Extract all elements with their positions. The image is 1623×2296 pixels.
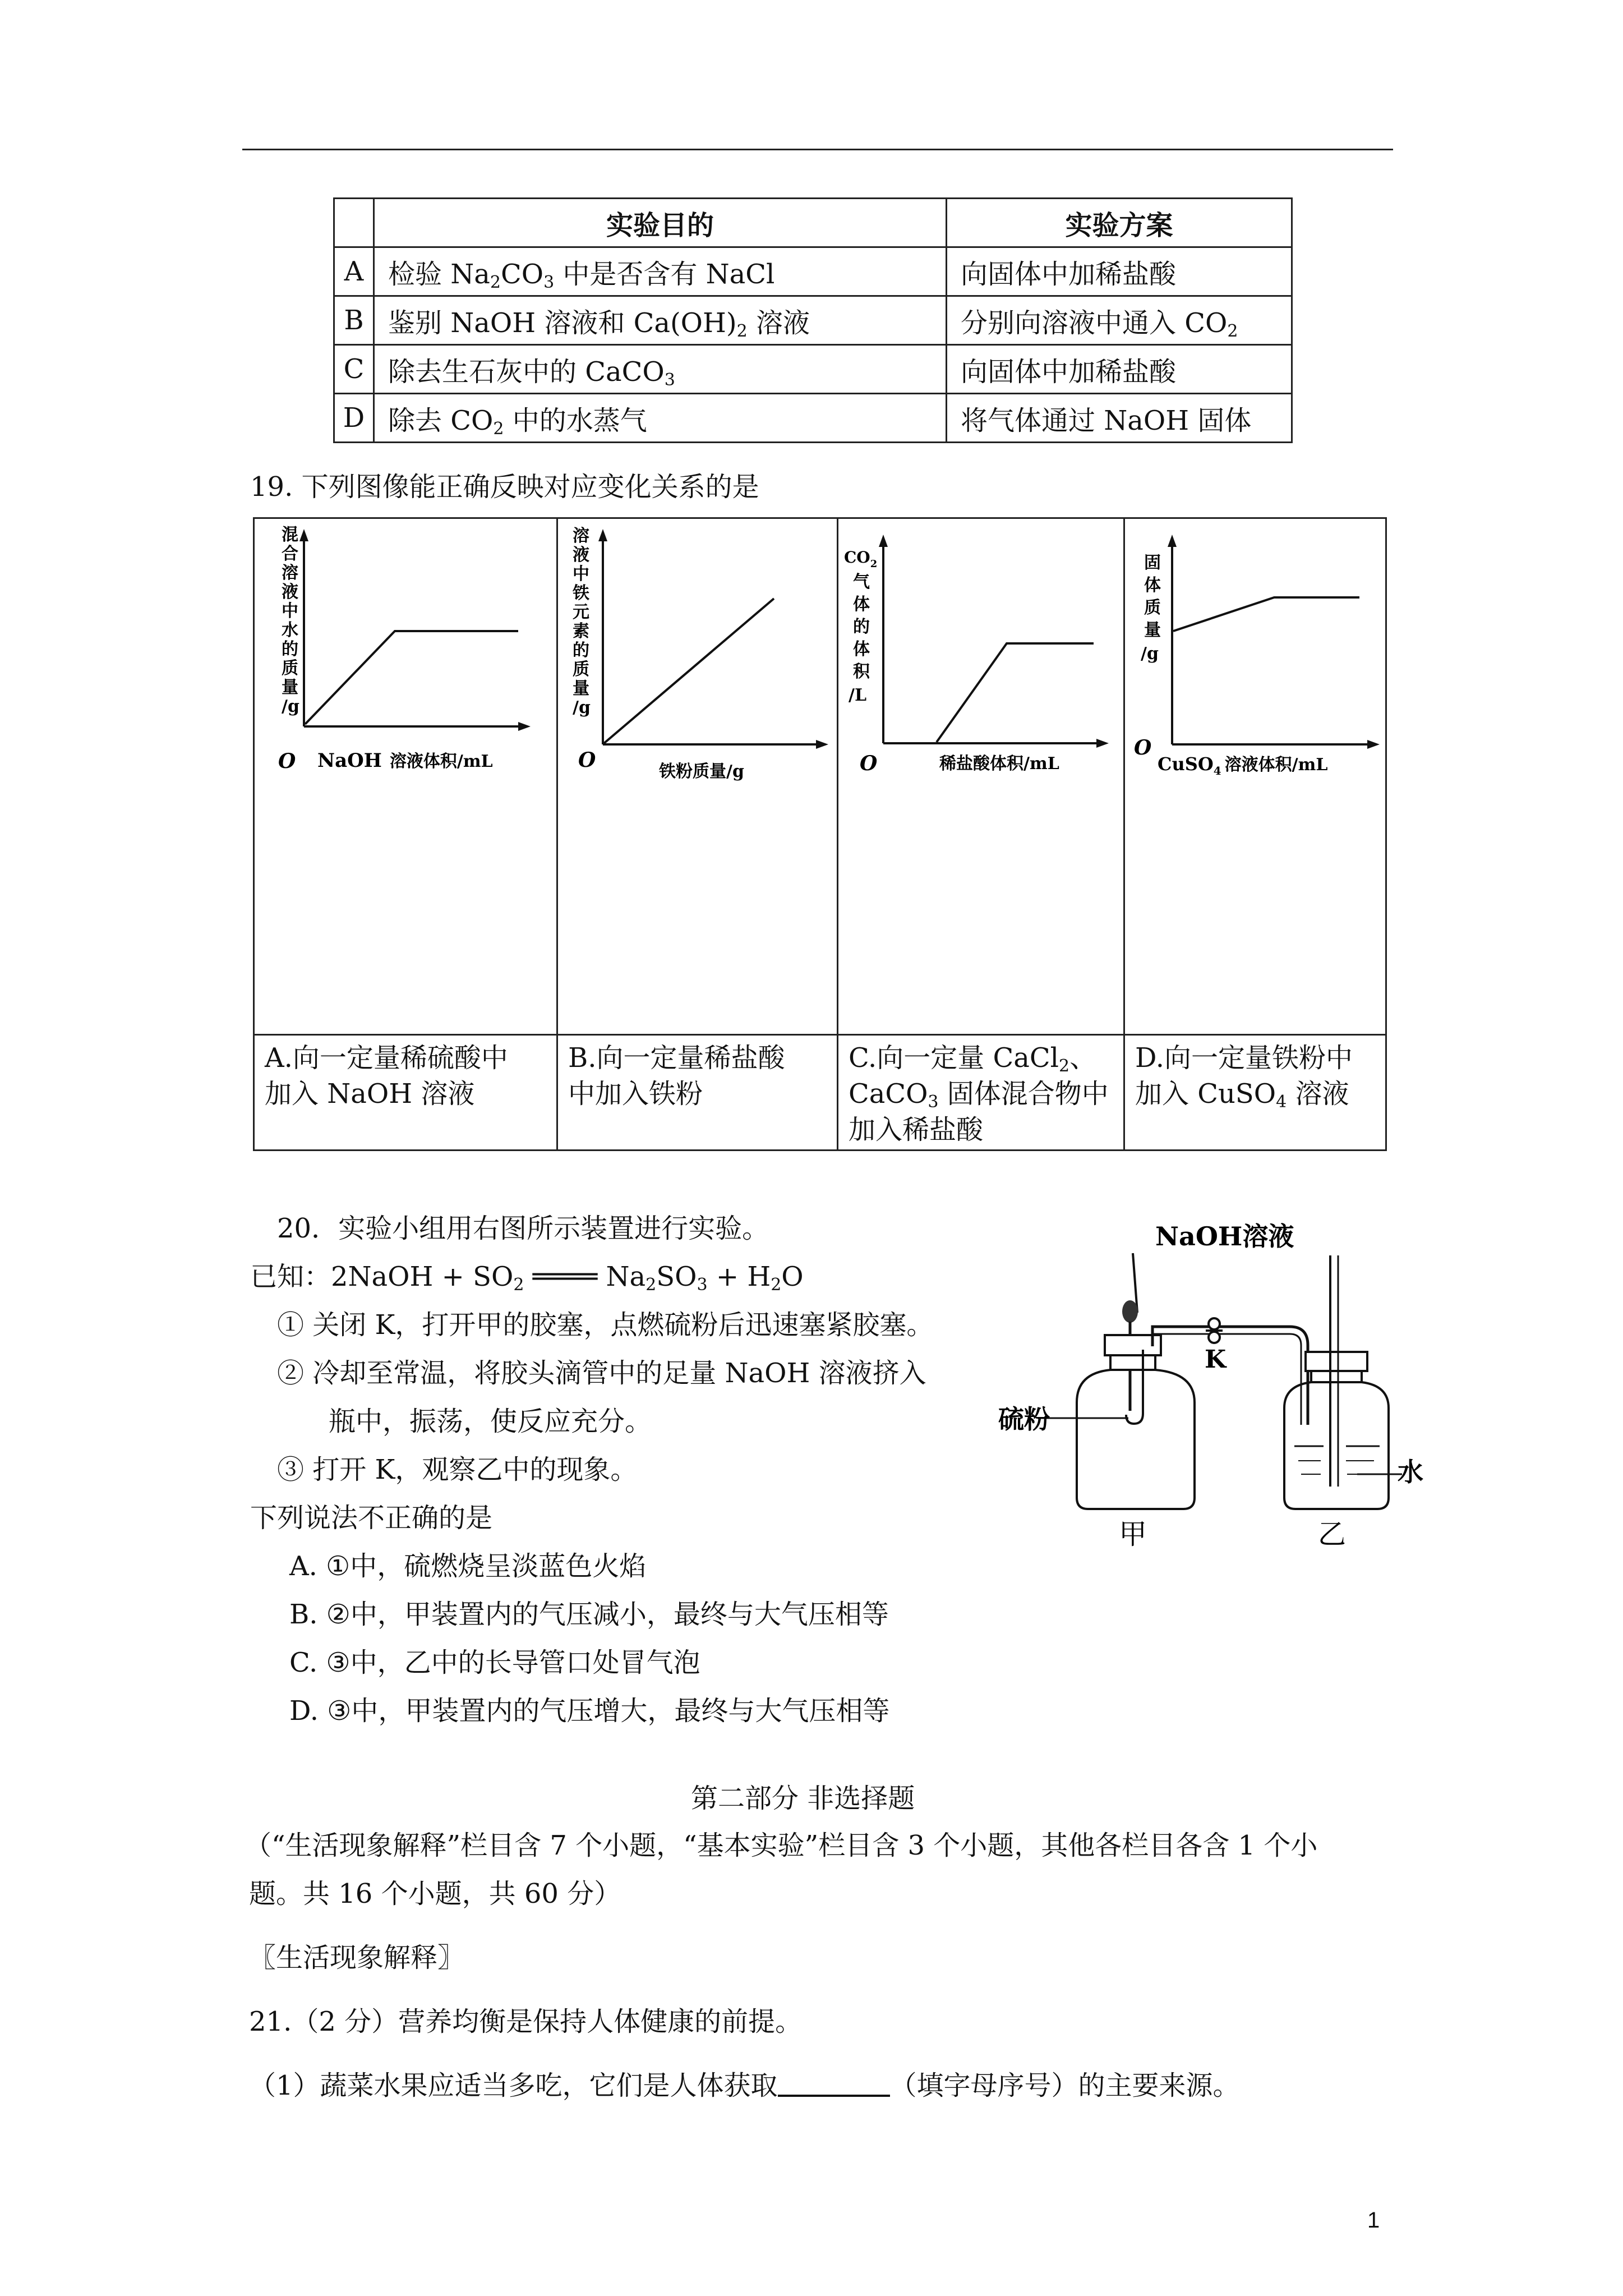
q20-step2b: 瓶中，振荡，使反应充分。 [329, 1406, 652, 1437]
row-label: D [334, 394, 374, 443]
graph-d-caption: D.向一定量铁粉中 加入 CuSO$_4$ 溶液 [1125, 1034, 1387, 1151]
q21-title: 21.（2 分）营养均衡是保持人体健康的前提。 [249, 2006, 803, 2037]
graph-c-caption: C.向一定量 CaCl$_2$、 CaCO$_3$ 固体混合物中 加入稀盐酸 [838, 1034, 1123, 1151]
graph-b-origin: O [578, 748, 596, 772]
answer-blank[interactable] [778, 2072, 890, 2097]
water-label: 水 [1398, 1457, 1423, 1487]
graph-a-y-arrow [299, 529, 308, 541]
jar-jia-label: 甲 [1119, 1518, 1147, 1550]
header-cell-label [334, 199, 374, 247]
jar-jia-neck [1110, 1355, 1155, 1370]
row-goal: 除去生石灰中的 CaCO$_3$ [374, 345, 947, 394]
header-cell-plan: 实验方案 [947, 199, 1292, 247]
graph-c-origin: O [860, 752, 878, 775]
sulfur-label: 硫粉 [998, 1404, 1050, 1434]
q20-step1: ① 关闭 K，打开甲的胶塞，点燃硫粉后迅速塞紧胶塞。 [277, 1309, 934, 1341]
apparatus-diagram [998, 1217, 1424, 1554]
table-row [334, 296, 1292, 345]
graph-c-x-arrow [1096, 739, 1109, 748]
graph-a-x-arrow [518, 722, 531, 731]
graph-b-xlabel: 铁粉质量/g [659, 762, 744, 781]
graph-b-ylabel: 溶液中铁元素的质量/g [573, 526, 591, 717]
graph-a-ylabel: 混合溶液中水的质量/g [282, 525, 299, 716]
q20-option-b: B. ②中，甲装置内的气压减小，最终与大气压相等 [289, 1599, 889, 1630]
row-label: C [334, 345, 374, 394]
part2-note-line2: 题。共 16 个小题，共 60 分） [249, 1878, 621, 1910]
graph-b [558, 519, 837, 1034]
graph-a-xlabel: NaOH 溶液体积/mL [317, 749, 493, 772]
table-row [334, 394, 1292, 443]
graph-c-ylabel-co2: $CO_2$ [844, 548, 878, 570]
q20-step2a: ② 冷却至常温，将胶头滴管中的足量 NaOH 溶液挤入 [277, 1358, 926, 1389]
q19-title: 19. 下列图像能正确反映对应变化关系的是 [250, 471, 759, 503]
q21-sub1: （1）蔬菜水果应适当多吃，它们是人体获取 （填字母序号）的主要来源。 [249, 2070, 1240, 2101]
jar-yi-neck [1311, 1371, 1362, 1382]
row-goal: 检验 $Na_2CO_3$ 中是否含有 NaCl [374, 247, 947, 296]
jar-yi-label: 乙 [1318, 1518, 1346, 1550]
connecting-tube-inner [1152, 1334, 1301, 1425]
table-header-row [334, 199, 1292, 247]
page-number: 1 [1367, 2208, 1380, 2233]
graph-d-y-arrow [1168, 535, 1177, 547]
jar-jia-body [1077, 1370, 1195, 1509]
q20-option-c: C. ③中，乙中的长导管口处冒气泡 [289, 1647, 700, 1678]
graph-a-origin: O [278, 749, 296, 773]
part2-note-line1: （“生活现象解释”栏目含 7 个小题，“基本实验”栏目含 3 个小题，其他各栏目各含 1 个小 [245, 1830, 1318, 1861]
graph-a-cell [255, 519, 558, 1151]
row-label: B [334, 296, 374, 345]
graph-b-curve [604, 599, 774, 743]
clamp-k-upper [1209, 1318, 1220, 1329]
graph-b-caption: B.向一定量稀盐酸 中加入铁粉 [558, 1034, 837, 1151]
row-label: A [334, 247, 374, 296]
q20-question: 下列说法不正确的是 [250, 1502, 493, 1534]
q20-option-d: D. ③中，甲装置内的气压增大，最终与大气压相等 [289, 1695, 890, 1727]
graph-d-origin: O [1134, 736, 1152, 760]
jar-yi-stopper [1306, 1352, 1367, 1371]
header-rule [242, 149, 1393, 150]
row-plan: 向固体中加稀盐酸 [947, 247, 1292, 296]
section-life-phenomena: 〖生活现象解释〗 [249, 1942, 465, 1973]
graph-a-caption: A.向一定量稀硫酸中 加入 NaOH 溶液 [255, 1034, 556, 1151]
dropper-bulb [1122, 1300, 1138, 1323]
q19-graph-grid [253, 517, 1387, 1151]
row-plan: 将气体通过 NaOH 固体 [947, 394, 1292, 443]
q20-step3: ③ 打开 K，观察乙中的现象。 [277, 1454, 638, 1485]
graph-c-curve [937, 643, 1094, 742]
graph-a [255, 519, 556, 1034]
graph-d-x-arrow [1367, 740, 1380, 749]
graph-c-cell [838, 519, 1125, 1151]
q20-known: 已知：2NaOH + $SO_2$ ════ $Na_2SO_3 + H_2O$ [250, 1261, 804, 1295]
graph-d-curve [1173, 597, 1359, 631]
graph-c-xlabel: 稀盐酸体积/mL [939, 754, 1059, 774]
table-row [334, 247, 1292, 296]
graph-d-xlabel: CuSO$_4$ 溶液体积/mL [1158, 753, 1328, 777]
q20-title: 20．实验小组用右图所示装置进行实验。 [277, 1213, 769, 1244]
graph-c-ylabel: 气体的体积/L [849, 572, 870, 705]
graph-a-curve [305, 631, 518, 724]
naoh-solution-label: NaOH溶液 [1155, 1221, 1294, 1251]
clamp-k-label: K [1205, 1345, 1227, 1374]
header-cell-goal: 实验目的 [374, 199, 947, 247]
row-goal: 除去 $CO_2$ 中的水蒸气 [374, 394, 947, 443]
clamp-k-lower [1209, 1332, 1220, 1343]
graph-b-x-arrow [816, 740, 828, 749]
graph-d-cell [1125, 519, 1387, 1151]
graph-b-cell [558, 519, 838, 1151]
graph-d-ylabel: 固体质量/g [1141, 553, 1161, 664]
q20-option-a: A. ①中，硫燃烧呈淡蓝色火焰 [289, 1550, 647, 1582]
row-goal: 鉴别 NaOH 溶液和 $Ca(OH)_2$ 溶液 [374, 296, 947, 345]
graph-c [838, 519, 1123, 1034]
graph-b-y-arrow [598, 529, 607, 541]
row-plan: 向固体中加稀盐酸 [947, 345, 1292, 394]
experiment-table [333, 197, 1293, 443]
part2-heading: 第二部分 非选择题 [691, 1783, 915, 1814]
graph-d [1125, 519, 1387, 1034]
row-plan: 分别向溶液中通入 $CO_2$ [947, 296, 1292, 345]
table-row [334, 345, 1292, 394]
graph-c-y-arrow [879, 535, 888, 547]
